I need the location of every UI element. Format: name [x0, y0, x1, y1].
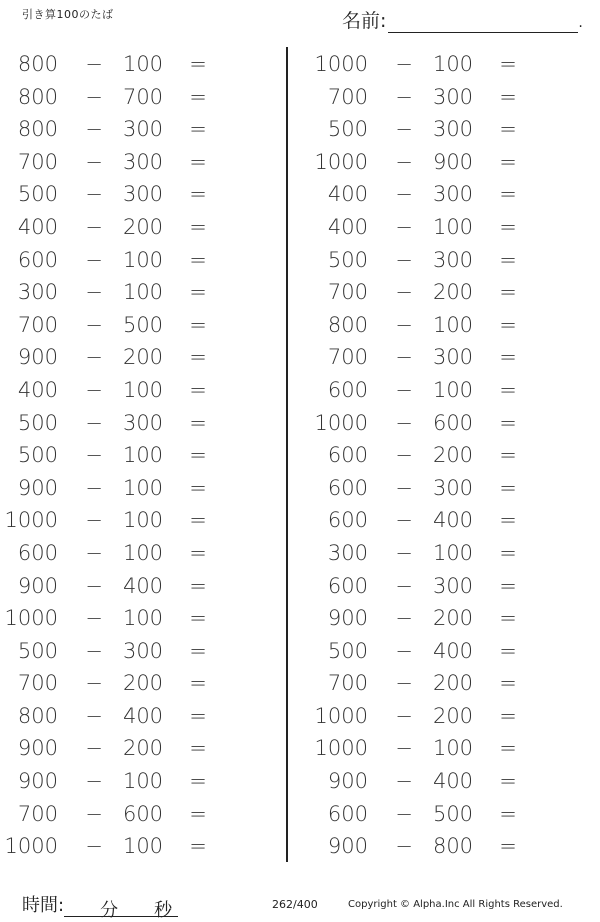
minus-sign: −	[395, 769, 413, 794]
subtrahend: 400	[432, 508, 474, 533]
minus-sign: −	[395, 475, 413, 500]
minus-sign: −	[85, 214, 103, 239]
minuend: 900	[17, 475, 58, 500]
problem-row	[310, 439, 590, 472]
minus-sign: −	[85, 508, 103, 533]
problem-row	[0, 211, 280, 244]
subtrahend: 800	[432, 834, 474, 859]
minuend: 500	[327, 117, 368, 142]
equals-sign: =	[189, 801, 207, 826]
minuend: 900	[327, 606, 368, 631]
problem-row	[0, 570, 280, 603]
name-dot: .	[578, 15, 583, 31]
equals-sign: =	[189, 345, 207, 370]
equals-sign: =	[499, 377, 517, 402]
problem-row	[0, 472, 280, 505]
minuend: 1000	[314, 736, 368, 761]
subtrahend: 200	[432, 443, 474, 468]
problem-row	[0, 309, 280, 342]
minus-sign: −	[85, 345, 103, 370]
minutes-label: 分	[100, 900, 119, 921]
equals-sign: =	[499, 638, 517, 663]
minuend: 800	[17, 703, 58, 728]
minus-sign: −	[395, 345, 413, 370]
subtrahend: 500	[432, 801, 474, 826]
problem-row	[0, 765, 280, 798]
name-label: 名前:	[342, 10, 387, 32]
problem-row	[0, 244, 280, 277]
equals-sign: =	[499, 52, 517, 76]
equals-sign: =	[499, 312, 517, 337]
worksheet-title: 引き算100のたば	[22, 8, 114, 21]
problem-row	[0, 439, 280, 472]
minuend: 500	[17, 638, 58, 663]
minus-sign: −	[395, 508, 413, 533]
equals-sign: =	[189, 117, 207, 142]
problem-row	[0, 798, 280, 831]
minus-sign: −	[85, 149, 103, 174]
problem-row	[0, 830, 280, 863]
minuend: 900	[17, 769, 58, 794]
subtrahend: 900	[432, 149, 474, 174]
subtrahend: 200	[432, 703, 474, 728]
minus-sign: −	[85, 801, 103, 826]
minuend: 700	[327, 671, 368, 696]
equals-sign: =	[189, 638, 207, 663]
minuend: 600	[327, 801, 368, 826]
minus-sign: −	[85, 280, 103, 305]
page-number: 262/400	[272, 898, 318, 911]
problem-row	[0, 407, 280, 440]
minus-sign: −	[85, 834, 103, 859]
equals-sign: =	[499, 149, 517, 174]
equals-sign: =	[499, 214, 517, 239]
subtrahend: 100	[122, 377, 164, 402]
subtrahend: 100	[122, 280, 164, 305]
left-problem-column	[0, 48, 280, 863]
equals-sign: =	[499, 182, 517, 207]
equals-sign: =	[499, 834, 517, 859]
minuend: 900	[17, 573, 58, 598]
problem-row	[0, 48, 280, 81]
problem-row	[0, 602, 280, 635]
subtrahend: 200	[432, 606, 474, 631]
equals-sign: =	[499, 84, 517, 109]
minuend: 500	[17, 182, 58, 207]
minus-sign: −	[395, 801, 413, 826]
subtrahend: 400	[122, 573, 164, 598]
subtrahend: 300	[122, 638, 164, 663]
minuend: 800	[17, 84, 58, 109]
minuend: 1000	[4, 834, 58, 859]
problem-row	[310, 276, 590, 309]
subtrahend: 400	[122, 703, 164, 728]
subtrahend: 400	[432, 769, 474, 794]
minus-sign: −	[395, 280, 413, 305]
minus-sign: −	[395, 736, 413, 761]
problem-row	[310, 81, 590, 114]
minus-sign: −	[85, 443, 103, 468]
problem-row	[310, 146, 590, 179]
minus-sign: −	[85, 540, 103, 565]
problem-row	[310, 602, 590, 635]
minus-sign: −	[85, 182, 103, 207]
right-problem-column	[310, 48, 590, 863]
minus-sign: −	[85, 736, 103, 761]
minuend: 900	[327, 834, 368, 859]
equals-sign: =	[189, 573, 207, 598]
minus-sign: −	[85, 606, 103, 631]
equals-sign: =	[499, 573, 517, 598]
minuend: 900	[17, 345, 58, 370]
minuend: 500	[17, 443, 58, 468]
equals-sign: =	[499, 671, 517, 696]
minus-sign: −	[395, 84, 413, 109]
minus-sign: −	[395, 671, 413, 696]
problem-row	[0, 667, 280, 700]
equals-sign: =	[189, 671, 207, 696]
subtrahend: 300	[432, 475, 474, 500]
minus-sign: −	[395, 52, 413, 76]
minus-sign: −	[85, 117, 103, 142]
minuend: 600	[327, 443, 368, 468]
minus-sign: −	[395, 182, 413, 207]
equals-sign: =	[499, 443, 517, 468]
minuend: 700	[17, 312, 58, 337]
minus-sign: −	[395, 573, 413, 598]
equals-sign: =	[189, 703, 207, 728]
minus-sign: −	[395, 540, 413, 565]
minuend: 900	[17, 736, 58, 761]
problem-row	[310, 537, 590, 570]
equals-sign: =	[189, 377, 207, 402]
equals-sign: =	[499, 117, 517, 142]
problem-row	[310, 407, 590, 440]
problem-row	[0, 146, 280, 179]
minus-sign: −	[395, 834, 413, 859]
problem-row	[0, 504, 280, 537]
problem-row	[0, 81, 280, 114]
subtrahend: 100	[432, 52, 474, 76]
equals-sign: =	[189, 540, 207, 565]
minus-sign: −	[85, 573, 103, 598]
problem-row	[310, 113, 590, 146]
problem-row	[0, 732, 280, 765]
minus-sign: −	[85, 703, 103, 728]
subtrahend: 200	[432, 671, 474, 696]
subtrahend: 200	[122, 345, 164, 370]
problem-row	[310, 830, 590, 863]
equals-sign: =	[499, 606, 517, 631]
problem-row	[310, 211, 590, 244]
subtrahend: 100	[122, 52, 164, 76]
subtrahend: 100	[122, 247, 164, 272]
name-field	[342, 6, 583, 33]
equals-sign: =	[189, 52, 207, 76]
minuend: 500	[327, 638, 368, 663]
problem-row	[310, 244, 590, 277]
problem-row	[310, 374, 590, 407]
subtrahend: 100	[432, 214, 474, 239]
minuend: 700	[327, 345, 368, 370]
equals-sign: =	[189, 247, 207, 272]
minuend: 500	[17, 410, 58, 435]
equals-sign: =	[189, 443, 207, 468]
minuend: 800	[17, 52, 58, 76]
problem-row	[0, 635, 280, 668]
equals-sign: =	[499, 801, 517, 826]
problem-row	[310, 635, 590, 668]
problem-row	[310, 48, 590, 81]
minuend: 400	[327, 182, 368, 207]
minus-sign: −	[85, 247, 103, 272]
minuend: 700	[17, 671, 58, 696]
problem-row	[310, 570, 590, 603]
problem-row	[310, 309, 590, 342]
minuend: 300	[17, 280, 58, 305]
minuend: 500	[327, 247, 368, 272]
subtrahend: 200	[122, 671, 164, 696]
name-blank-line	[388, 14, 578, 33]
subtrahend: 200	[122, 214, 164, 239]
minuend: 1000	[314, 149, 368, 174]
problem-row	[310, 178, 590, 211]
equals-sign: =	[499, 280, 517, 305]
subtrahend: 300	[122, 117, 164, 142]
subtrahend: 100	[122, 540, 164, 565]
minus-sign: −	[395, 410, 413, 435]
subtrahend: 600	[122, 801, 164, 826]
subtrahend: 100	[122, 769, 164, 794]
problem-row	[0, 700, 280, 733]
equals-sign: =	[189, 84, 207, 109]
minus-sign: −	[85, 475, 103, 500]
subtrahend: 300	[432, 345, 474, 370]
subtrahend: 100	[122, 508, 164, 533]
minuend: 600	[327, 475, 368, 500]
minuend: 600	[17, 247, 58, 272]
time-label: 時間:	[22, 895, 65, 916]
minus-sign: −	[85, 671, 103, 696]
equals-sign: =	[499, 540, 517, 565]
subtrahend: 100	[432, 377, 474, 402]
problem-row	[0, 113, 280, 146]
problem-row	[310, 504, 590, 537]
minuend: 1000	[314, 52, 368, 76]
equals-sign: =	[499, 410, 517, 435]
minuend: 300	[327, 540, 368, 565]
equals-sign: =	[189, 280, 207, 305]
minuend: 700	[17, 801, 58, 826]
column-divider	[286, 47, 288, 862]
subtrahend: 200	[122, 736, 164, 761]
minus-sign: −	[85, 769, 103, 794]
subtrahend: 100	[122, 475, 164, 500]
subtrahend: 300	[122, 182, 164, 207]
minus-sign: −	[395, 117, 413, 142]
equals-sign: =	[499, 508, 517, 533]
minuend: 800	[17, 117, 58, 142]
minuend: 1000	[314, 410, 368, 435]
problem-row	[310, 700, 590, 733]
problem-row	[0, 374, 280, 407]
problem-row	[0, 537, 280, 570]
subtrahend: 300	[432, 573, 474, 598]
minuend: 400	[17, 377, 58, 402]
subtrahend: 100	[122, 443, 164, 468]
minus-sign: −	[85, 52, 103, 76]
subtrahend: 100	[432, 540, 474, 565]
problem-row	[310, 472, 590, 505]
minuend: 600	[327, 377, 368, 402]
minuend: 700	[327, 280, 368, 305]
equals-sign: =	[189, 508, 207, 533]
problem-row	[310, 341, 590, 374]
equals-sign: =	[189, 606, 207, 631]
equals-sign: =	[189, 410, 207, 435]
problem-row	[0, 341, 280, 374]
equals-sign: =	[189, 312, 207, 337]
equals-sign: =	[499, 247, 517, 272]
minus-sign: −	[395, 443, 413, 468]
minus-sign: −	[85, 638, 103, 663]
subtrahend: 100	[432, 736, 474, 761]
minus-sign: −	[395, 703, 413, 728]
minus-sign: −	[85, 312, 103, 337]
subtrahend: 300	[432, 182, 474, 207]
minuend: 400	[327, 214, 368, 239]
problem-row	[0, 276, 280, 309]
problem-row	[310, 798, 590, 831]
copyright-notice: Copyright © Alpha.Inc All Rights Reserved.	[348, 899, 563, 910]
equals-sign: =	[189, 182, 207, 207]
minuend: 1000	[4, 606, 58, 631]
equals-sign: =	[499, 736, 517, 761]
minus-sign: −	[395, 606, 413, 631]
minuend: 700	[327, 84, 368, 109]
minuend: 400	[17, 214, 58, 239]
subtrahend: 200	[432, 280, 474, 305]
equals-sign: =	[189, 149, 207, 174]
minuend: 600	[327, 508, 368, 533]
minus-sign: −	[395, 638, 413, 663]
minus-sign: −	[85, 84, 103, 109]
equals-sign: =	[189, 834, 207, 859]
subtrahend: 100	[122, 834, 164, 859]
subtrahend: 300	[432, 247, 474, 272]
subtrahend: 100	[432, 312, 474, 337]
problem-row	[310, 667, 590, 700]
equals-sign: =	[189, 475, 207, 500]
minuend: 900	[327, 769, 368, 794]
minus-sign: −	[395, 214, 413, 239]
equals-sign: =	[189, 214, 207, 239]
minus-sign: −	[395, 149, 413, 174]
equals-sign: =	[499, 345, 517, 370]
subtrahend: 400	[432, 638, 474, 663]
minus-sign: −	[395, 312, 413, 337]
subtrahend: 500	[122, 312, 164, 337]
equals-sign: =	[499, 475, 517, 500]
minuend: 1000	[314, 703, 368, 728]
problem-row	[310, 765, 590, 798]
problem-row	[310, 732, 590, 765]
subtrahend: 100	[122, 606, 164, 631]
time-blank-line	[64, 896, 178, 921]
minuend: 1000	[4, 508, 58, 533]
subtrahend: 700	[122, 84, 164, 109]
minus-sign: −	[395, 247, 413, 272]
equals-sign: =	[499, 703, 517, 728]
subtrahend: 600	[432, 410, 474, 435]
equals-sign: =	[499, 769, 517, 794]
seconds-label: 秒	[154, 900, 173, 921]
minuend: 800	[327, 312, 368, 337]
minuend: 600	[17, 540, 58, 565]
minuend: 700	[17, 149, 58, 174]
time-field	[22, 891, 178, 921]
problem-row	[0, 178, 280, 211]
minus-sign: −	[85, 410, 103, 435]
subtrahend: 300	[432, 117, 474, 142]
minus-sign: −	[85, 377, 103, 402]
subtrahend: 300	[432, 84, 474, 109]
subtrahend: 300	[122, 410, 164, 435]
minuend: 600	[327, 573, 368, 598]
minus-sign: −	[395, 377, 413, 402]
equals-sign: =	[189, 769, 207, 794]
subtrahend: 300	[122, 149, 164, 174]
equals-sign: =	[189, 736, 207, 761]
